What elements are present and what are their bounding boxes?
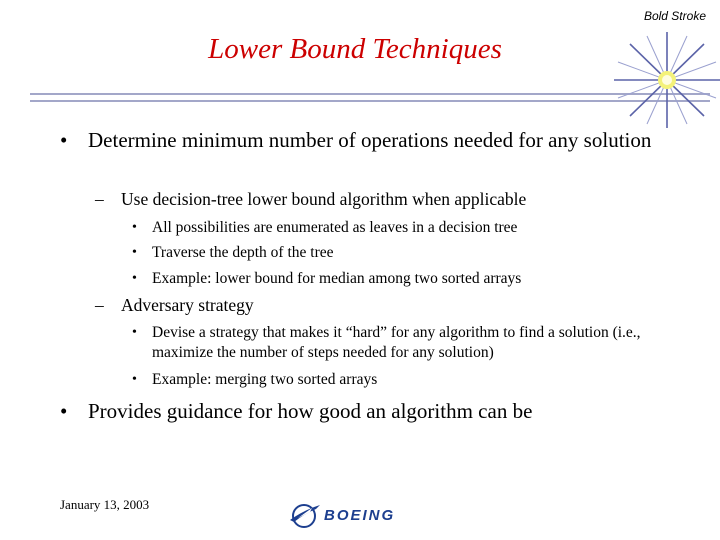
bullet-1: [60, 127, 670, 153]
sub-bullet-1: [95, 188, 665, 210]
sub-sub-bullet-text: Example: lower bound for median among two sorted arrays: [152, 270, 522, 287]
sub-bullet-1-text: Use decision-tree lower bound algorithm when applicable: [121, 189, 527, 209]
boeing-symbol-icon: [290, 505, 320, 527]
dash-mark: –: [95, 189, 104, 209]
bullet-dot: •: [132, 372, 137, 387]
sub-sub-bullet-text: Devise a strategy that makes it “hard” for any algorithm to find a solution (i.e., maximize the number of steps needed for any solution): [152, 324, 641, 361]
bullet-1-text: Determine minimum number of operations needed for any solution: [88, 128, 652, 152]
title-rule-top: [30, 93, 710, 95]
sub-bullet-2-text: Adversary strategy: [121, 295, 254, 315]
sub-sub-bullet: [132, 323, 672, 363]
sub-sub-bullet: [132, 269, 672, 289]
sub-bullet-2: [95, 294, 665, 316]
bullet-2-text: Provides guidance for how good an algorithm can be: [88, 399, 533, 423]
bullet-dot: •: [132, 325, 137, 340]
footer-date: January 13, 2003: [60, 497, 150, 512]
sub-sub-bullet-text: All possibilities are enumerated as leaves in a decision tree: [152, 219, 518, 236]
dash-mark: –: [95, 295, 104, 315]
sub-sub-bullet: [132, 218, 672, 238]
slide-title: Lower Bound Techniques: [208, 33, 502, 65]
sub-sub-bullet: [132, 243, 672, 263]
sub-sub-bullet-text: Traverse the depth of the tree: [152, 244, 334, 261]
starburst-icon: [612, 30, 720, 130]
bullet-dot: •: [132, 271, 137, 286]
bullet-dot: •: [60, 399, 68, 423]
sub-sub-bullet: [132, 370, 672, 390]
bullet-dot: •: [132, 245, 137, 260]
sub-sub-bullet-text: Example: merging two sorted arrays: [152, 371, 378, 388]
bullet-dot: •: [132, 220, 137, 235]
title-rule-bottom: [30, 100, 710, 102]
template-label: Bold Stroke: [643, 9, 706, 23]
bullet-2: [60, 398, 670, 424]
bullet-dot: •: [60, 128, 68, 152]
boeing-wordmark: BOEING: [324, 507, 396, 524]
boeing-logo: [286, 496, 436, 532]
